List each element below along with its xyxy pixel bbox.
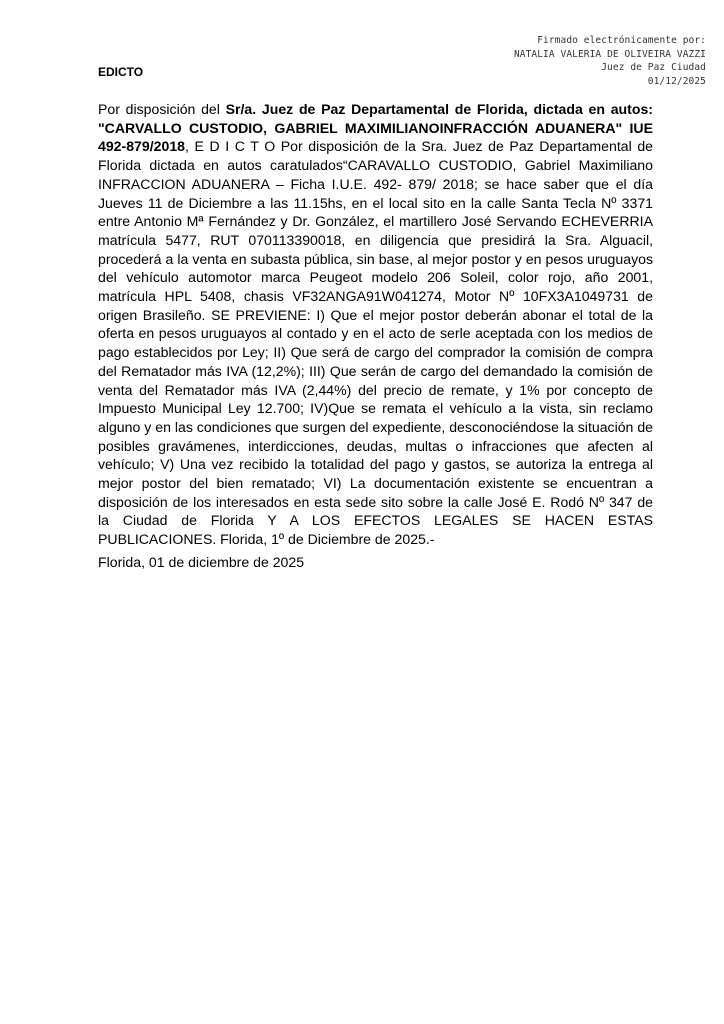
signature-caption: Firmado electrónicamente por: [537,35,706,46]
closing-place-date: Florida, 01 de diciembre de 2025 [98,554,305,570]
signer-role: Juez de Paz Ciudad [601,62,706,73]
edict-text: , E D I C T O Por disposición de la Sra. Juez de Paz Departamental de Florida dictada en autos caratulados“CARAVALLO CUSTODIO, Gabriel Maximiliano INFRACCION ADUANERA – Ficha I.U.E. 492- 879/ 2018; se hace saber que el día Jueves 11 de Diciembre a las 11.15hs, en el local sito en la calle Santa Tecla Nº 3371 entre Antonio Mª Fernández y Dr. González, el martillero José Servando ECHEVERRIA matrícula 5477, RUT 070113390018, en diligencia que presidirá la Sra. Alguacil, procederá a la venta en subasta pública, sin base, al mejor postor y en pesos uruguayos del vehículo automotor marca Peugeot modelo 206 Soleil, color rojo, año 2001, matrícula HPL 5408, chasis VF32ANGA91W041274, Motor Nº 10FX3A1049731 de origen Brasileño. SE PREVIENE: I) Que el mejor postor deberán abonar el total de la oferta en pesos uruguayos al contado y en el acto de serle aceptada con los medios de pago establecidos por Ley; II) Que será de cargo del comprador la comisión de compra del Rematador más IVA (12,2%); III) Que serán de cargo del demandado la comisión de venta del Rematador más IVA (2,44%) del precio de remate, y 1% por concepto de Impuesto Municipal Ley 12.700; IV)Que se remata el vehículo a la vista, sin reclamo alguno y en las condiciones que surgen del expediente, desconociéndose la situación de posibles gravámenes, interdicciones, deudas, multas o infracciones que afecten al vehículo; V) Una vez recibido la totalidad del pago y gastos, se autoriza la entrega al mejor postor del bien rematado; VI) La documentación existente se encuentran a disposición de los interesados en esta sede sito sobre la calle José E. Rodó Nº 347 de la Ciudad de Florida Y A LOS EFECTOS LEGALES SE HACEN ESTAS PUBLICACIONES. Florida, 1º de Diciembre de 2025.- [98,138,653,548]
document-title: EDICTO [98,65,144,79]
intro-text: Por disposición del [98,101,226,117]
signature-date: 01/12/2025 [647,75,706,87]
signer-name: NATALIA VALERIA DE OLIVEIRA VAZZI [513,48,706,60]
electronic-signature-block [514,34,706,88]
edict-body-paragraph [98,100,653,549]
case-reference: Sr/a. Juez de Paz Departamental de Florida, dictada en autos: "CARVALLO CUSTODIO, GABRIEL MAXIMILIANOINFRACCIÓN ADUANERA" IUE 492-879/2018 [98,101,654,155]
